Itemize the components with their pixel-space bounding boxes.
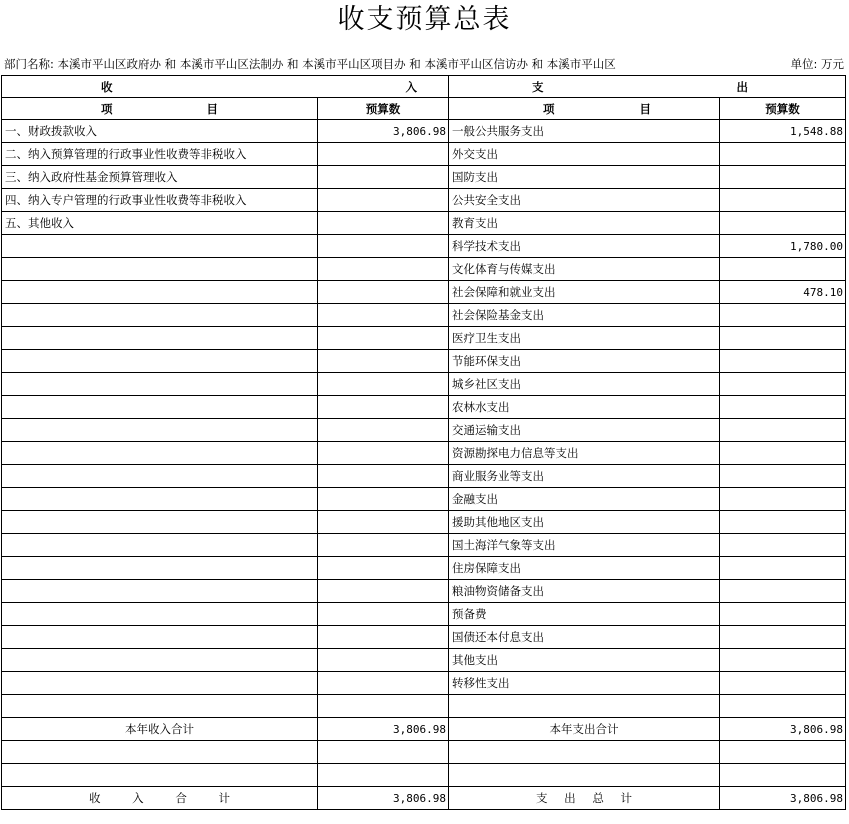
expense-item-value xyxy=(720,695,846,718)
income-item-value xyxy=(318,189,449,212)
expense-item-value xyxy=(720,189,846,212)
income-item-label xyxy=(2,465,318,488)
expense-item-value xyxy=(720,143,846,166)
income-section-header: 收 入 xyxy=(2,76,449,98)
income-item-label xyxy=(2,488,318,511)
table-row xyxy=(2,350,846,373)
expense-item-label xyxy=(449,695,720,718)
blank-row xyxy=(2,764,846,787)
expense-item-value xyxy=(720,580,846,603)
table-row xyxy=(2,166,846,189)
table-row xyxy=(2,396,846,419)
income-item-value xyxy=(318,626,449,649)
expense-item-value xyxy=(720,488,846,511)
year-total-row xyxy=(2,718,846,741)
table-row xyxy=(2,672,846,695)
expense-item-value xyxy=(720,396,846,419)
expense-item-label: 转移性支出 xyxy=(449,672,720,695)
expense-item-value: 478.10 xyxy=(720,281,846,304)
table-row xyxy=(2,120,846,143)
expense-item-label: 社会保险基金支出 xyxy=(449,304,720,327)
income-item-value xyxy=(318,488,449,511)
income-item-label xyxy=(2,672,318,695)
income-item-label xyxy=(2,281,318,304)
expense-item-value xyxy=(720,350,846,373)
expense-item-label xyxy=(449,764,720,787)
section-header-row xyxy=(2,76,846,98)
income-item-label xyxy=(2,235,318,258)
expense-item-label: 其他支出 xyxy=(449,649,720,672)
table-row xyxy=(2,488,846,511)
income-item-value xyxy=(318,166,449,189)
income-item-label xyxy=(2,304,318,327)
expense-section-header: 支 出 xyxy=(449,76,846,98)
expense-item-label: 国防支出 xyxy=(449,166,720,189)
column-header-row xyxy=(2,98,846,120)
table-row xyxy=(2,235,846,258)
expense-item-label: 外交支出 xyxy=(449,143,720,166)
income-item-value xyxy=(318,649,449,672)
income-item-value xyxy=(318,304,449,327)
income-item-value xyxy=(318,580,449,603)
expense-item-value xyxy=(720,258,846,281)
income-item-value xyxy=(318,534,449,557)
expense-item-label: 农林水支出 xyxy=(449,396,720,419)
expense-item-header: 项 目 xyxy=(449,98,720,120)
expense-item-label: 教育支出 xyxy=(449,212,720,235)
income-item-value xyxy=(318,373,449,396)
expense-item-value xyxy=(720,557,846,580)
expense-item-label: 公共安全支出 xyxy=(449,189,720,212)
table-row xyxy=(2,465,846,488)
expense-item-label: 城乡社区支出 xyxy=(449,373,720,396)
blank-row xyxy=(2,695,846,718)
expense-grand-total-label: 支 出 总 计 xyxy=(449,787,720,810)
income-item-label xyxy=(2,580,318,603)
table-row xyxy=(2,281,846,304)
income-item-label xyxy=(2,649,318,672)
table-row xyxy=(2,143,846,166)
expense-item-label: 粮油物资储备支出 xyxy=(449,580,720,603)
income-item-value xyxy=(318,281,449,304)
table-row xyxy=(2,373,846,396)
income-item-label: 四、纳入专户管理的行政事业性收费等非税收入 xyxy=(2,189,318,212)
table-row xyxy=(2,534,846,557)
income-item-value xyxy=(318,327,449,350)
expense-item-value xyxy=(720,672,846,695)
expense-item-value xyxy=(720,419,846,442)
blank-row xyxy=(2,741,846,764)
expense-item-label: 节能环保支出 xyxy=(449,350,720,373)
table-row xyxy=(2,258,846,281)
unit-label: 单位: 万元 xyxy=(790,57,844,71)
income-item-value xyxy=(318,511,449,534)
income-item-label: 三、纳入政府性基金预算管理收入 xyxy=(2,166,318,189)
expense-grand-total-value: 3,806.98 xyxy=(720,787,846,810)
income-item-header: 项 目 xyxy=(2,98,318,120)
grand-total-row xyxy=(2,787,846,810)
table-row xyxy=(2,212,846,235)
income-item-label xyxy=(2,511,318,534)
income-item-value xyxy=(318,258,449,281)
income-item-value xyxy=(318,143,449,166)
income-item-value xyxy=(318,764,449,787)
income-item-label xyxy=(2,327,318,350)
income-item-label xyxy=(2,557,318,580)
expense-item-label: 商业服务业等支出 xyxy=(449,465,720,488)
table-row xyxy=(2,557,846,580)
expense-item-value xyxy=(720,212,846,235)
income-item-label: 五、其他收入 xyxy=(2,212,318,235)
year-income-total-label: 本年收入合计 xyxy=(2,718,318,741)
table-row xyxy=(2,304,846,327)
income-item-label xyxy=(2,350,318,373)
expense-item-value: 1,780.00 xyxy=(720,235,846,258)
income-item-value xyxy=(318,442,449,465)
expense-item-value xyxy=(720,534,846,557)
income-item-value xyxy=(318,212,449,235)
income-item-label: 二、纳入预算管理的行政事业性收费等非税收入 xyxy=(2,143,318,166)
expense-item-value xyxy=(720,304,846,327)
income-item-label xyxy=(2,695,318,718)
expense-item-label: 交通运输支出 xyxy=(449,419,720,442)
expense-item-value: 1,548.88 xyxy=(720,120,846,143)
expense-item-label xyxy=(449,741,720,764)
expense-item-label: 科学技术支出 xyxy=(449,235,720,258)
budget-table xyxy=(1,75,846,810)
expense-item-label: 预备费 xyxy=(449,603,720,626)
year-income-total-value: 3,806.98 xyxy=(318,718,449,741)
expense-item-value xyxy=(720,626,846,649)
year-expense-total-label: 本年支出合计 xyxy=(449,718,720,741)
income-item-label: 一、财政拨款收入 xyxy=(2,120,318,143)
table-row xyxy=(2,419,846,442)
income-item-value xyxy=(318,350,449,373)
income-item-label xyxy=(2,419,318,442)
expense-item-label: 医疗卫生支出 xyxy=(449,327,720,350)
expense-item-value xyxy=(720,442,846,465)
expense-item-value xyxy=(720,764,846,787)
expense-item-value xyxy=(720,465,846,488)
expense-item-value xyxy=(720,603,846,626)
expense-item-value xyxy=(720,166,846,189)
table-row xyxy=(2,327,846,350)
income-item-value xyxy=(318,672,449,695)
income-item-label xyxy=(2,442,318,465)
table-row xyxy=(2,580,846,603)
income-item-value xyxy=(318,419,449,442)
income-item-label xyxy=(2,534,318,557)
expense-item-label: 国土海洋气象等支出 xyxy=(449,534,720,557)
income-item-label xyxy=(2,603,318,626)
expense-item-value xyxy=(720,327,846,350)
income-item-label xyxy=(2,741,318,764)
income-item-value xyxy=(318,741,449,764)
income-item-value xyxy=(318,235,449,258)
income-item-label xyxy=(2,373,318,396)
expense-item-label: 住房保障支出 xyxy=(449,557,720,580)
income-item-value xyxy=(318,557,449,580)
income-item-value xyxy=(318,396,449,419)
expense-item-label: 金融支出 xyxy=(449,488,720,511)
page-title: 收支预算总表 xyxy=(337,4,512,35)
income-item-value xyxy=(318,465,449,488)
income-item-label xyxy=(2,258,318,281)
table-row xyxy=(2,603,846,626)
department-names: 部门名称: 本溪市平山区政府办 和 本溪市平山区法制办 和 本溪市平山区项目办 和 本溪市平山区信访办 和 本溪市平山区 xyxy=(4,57,616,71)
income-budget-header: 预算数 xyxy=(318,98,449,120)
income-item-value xyxy=(318,603,449,626)
table-row xyxy=(2,511,846,534)
department-line xyxy=(4,56,846,72)
income-item-value xyxy=(318,695,449,718)
income-item-label xyxy=(2,764,318,787)
expense-item-value xyxy=(720,373,846,396)
income-grand-total-value: 3,806.98 xyxy=(318,787,449,810)
expense-item-value xyxy=(720,511,846,534)
table-row xyxy=(2,626,846,649)
year-expense-total-value: 3,806.98 xyxy=(720,718,846,741)
income-item-value: 3,806.98 xyxy=(318,120,449,143)
expense-item-label: 援助其他地区支出 xyxy=(449,511,720,534)
expense-budget-header: 预算数 xyxy=(720,98,846,120)
expense-item-value xyxy=(720,649,846,672)
expense-item-value xyxy=(720,741,846,764)
expense-item-label: 文化体育与传媒支出 xyxy=(449,258,720,281)
income-grand-total-label: 收 入 合 计 xyxy=(2,787,318,810)
expense-item-label: 国债还本付息支出 xyxy=(449,626,720,649)
income-item-label xyxy=(2,626,318,649)
table-row xyxy=(2,189,846,212)
table-row xyxy=(2,442,846,465)
table-row xyxy=(2,649,846,672)
income-item-label xyxy=(2,396,318,419)
expense-item-label: 一般公共服务支出 xyxy=(449,120,720,143)
expense-item-label: 社会保障和就业支出 xyxy=(449,281,720,304)
expense-item-label: 资源勘探电力信息等支出 xyxy=(449,442,720,465)
